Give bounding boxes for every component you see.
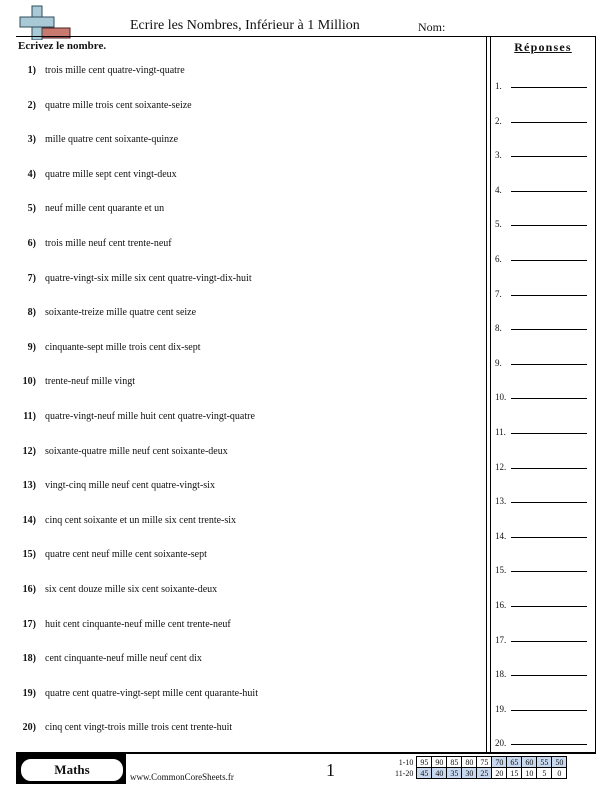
question-number: 3) — [27, 134, 36, 146]
answer-number: 17. — [495, 634, 507, 645]
answer-line — [511, 606, 587, 607]
answer-slot[interactable] — [495, 321, 595, 335]
question-text: quatre mille sept cent vingt-deux — [45, 168, 177, 180]
answer-line — [511, 744, 587, 745]
subject-label: Maths — [20, 758, 124, 782]
question-text: mille quatre cent soixante-quinze — [45, 134, 179, 146]
score-cell: 65 — [507, 757, 522, 768]
score-cell: 5 — [537, 768, 552, 779]
question-number: 15) — [22, 549, 36, 561]
answer-slot[interactable] — [495, 356, 595, 370]
answer-slot[interactable] — [495, 667, 595, 681]
answer-line — [511, 364, 587, 365]
answer-line — [511, 571, 587, 572]
score-cell: 10 — [522, 768, 537, 779]
score-cell: 0 — [552, 768, 567, 779]
score-cell: 30 — [462, 768, 477, 779]
score-cell: 15 — [507, 768, 522, 779]
score-row — [394, 757, 567, 768]
question-text: soixante-treize mille quatre cent seize — [45, 307, 197, 319]
answer-line — [511, 537, 587, 538]
answer-number: 12. — [495, 461, 507, 472]
answer-slot[interactable] — [495, 598, 595, 612]
question-number: 11) — [23, 411, 36, 422]
answer-line — [511, 502, 587, 503]
score-cell: 50 — [552, 757, 567, 768]
question-number: 2) — [27, 99, 36, 111]
score-table — [394, 756, 567, 779]
answer-number: 13. — [495, 496, 507, 507]
question-number: 9) — [27, 341, 36, 353]
answer-number: 6. — [495, 254, 502, 264]
answer-line — [511, 122, 587, 123]
answer-line — [511, 329, 587, 330]
answer-number: 18. — [495, 669, 507, 680]
score-row-label: 11-20 — [395, 768, 414, 778]
answer-slot[interactable] — [495, 425, 595, 439]
answer-slot[interactable] — [495, 563, 595, 577]
answer-slot[interactable] — [495, 79, 595, 93]
answer-line — [511, 260, 587, 261]
instructions: Ecrivez le nombre. — [18, 40, 107, 52]
question-text: soixante-quatre mille neuf cent soixante-deux — [45, 445, 228, 457]
question-text: neuf mille cent quarante et un — [45, 203, 165, 215]
score-cell: 70 — [492, 757, 507, 768]
answer-line — [511, 191, 587, 192]
question-text: cent cinquante-neuf mille neuf cent dix — [45, 653, 202, 665]
question-text: six cent douze mille six cent soixante-deux — [45, 584, 218, 595]
question-number: 13) — [22, 480, 36, 492]
question-text: quatre-vingt-six mille six cent quatre-vingt-dix-huit — [45, 272, 252, 284]
question-text: quatre mille trois cent soixante-seize — [45, 99, 192, 111]
website-link[interactable]: www.CommonCoreSheets.fr — [130, 772, 234, 782]
question-number: 19) — [22, 687, 36, 699]
answer-number: 14. — [495, 530, 507, 541]
question-text: huit cent cinquante-neuf mille cent trente-neuf — [45, 618, 231, 630]
score-cell: 35 — [447, 768, 462, 779]
score-cell: 25 — [477, 768, 492, 779]
answer-line — [511, 87, 587, 88]
answer-number: 16. — [495, 600, 507, 610]
answer-line — [511, 295, 587, 296]
page-title: Ecrire les Nombres, Inférieur à 1 Million — [130, 18, 360, 33]
answer-line — [511, 225, 587, 226]
name-label: Nom: — [418, 20, 446, 34]
question-number: 12) — [22, 445, 36, 457]
answer-slot[interactable] — [495, 183, 595, 197]
answer-slot[interactable] — [495, 148, 595, 162]
answer-number: 5. — [495, 219, 502, 230]
answer-number: 7. — [495, 288, 502, 299]
answer-number: 20. — [495, 738, 507, 749]
answer-slot[interactable] — [495, 287, 595, 301]
score-cell: 80 — [462, 757, 477, 768]
score-row — [394, 768, 567, 779]
question-number: 6) — [27, 238, 36, 249]
answer-number: 3. — [495, 150, 502, 161]
question-text: trente-neuf mille vingt — [45, 376, 135, 388]
score-cell: 55 — [537, 757, 552, 768]
plus-minus-logo-icon — [16, 4, 72, 40]
answer-slot[interactable] — [495, 736, 595, 750]
question-text: quatre-vingt-neuf mille huit cent quatre-vingt-quatre — [45, 411, 255, 422]
score-cell: 40 — [432, 768, 447, 779]
answer-number: 2. — [495, 115, 502, 126]
score-cell: 20 — [492, 768, 507, 779]
answer-number: 9. — [495, 357, 502, 368]
header-rule — [16, 36, 596, 37]
answer-number: 11. — [495, 427, 506, 437]
question-number: 5) — [27, 203, 36, 215]
page-number: 1 — [326, 760, 335, 780]
answer-line — [511, 641, 587, 642]
column-divider — [486, 36, 487, 752]
answer-slot[interactable] — [495, 390, 595, 404]
answer-line — [511, 675, 587, 676]
answer-number: 8. — [495, 323, 502, 334]
question-text: vingt-cinq mille neuf cent quatre-vingt-six — [45, 480, 215, 492]
answer-slot[interactable] — [495, 252, 595, 266]
answer-line — [511, 156, 587, 157]
question-text: cinq cent vingt-trois mille trois cent trente-huit — [45, 722, 233, 734]
score-cell: 75 — [477, 757, 492, 768]
answer-slot[interactable] — [495, 114, 595, 128]
question-number: 14) — [22, 514, 36, 526]
question-number: 1) — [27, 65, 36, 76]
question-number: 10) — [22, 376, 36, 388]
answer-line — [511, 433, 587, 434]
score-cell: 85 — [447, 757, 462, 768]
score-cell: 95 — [417, 757, 432, 768]
question-text: trois mille cent quatre-vingt-quatre — [45, 65, 185, 76]
column-divider — [490, 36, 491, 752]
answer-slot[interactable] — [495, 702, 595, 716]
question-text: quatre cent quatre-vingt-sept mille cent quarante-huit — [45, 687, 258, 699]
answer-number: 4. — [495, 184, 502, 195]
question-text: trois mille neuf cent trente-neuf — [45, 238, 172, 249]
answers-title: Réponses — [514, 40, 572, 54]
question-number: 7) — [27, 272, 36, 284]
answer-line — [511, 398, 587, 399]
answer-line — [511, 468, 587, 469]
question-text: cinquante-sept mille trois cent dix-sept — [45, 341, 201, 353]
answer-line — [511, 710, 587, 711]
score-row-label: 1-10 — [398, 757, 414, 767]
question-number: 18) — [22, 653, 36, 665]
score-cell: 60 — [522, 757, 537, 768]
score-cell: 45 — [417, 768, 432, 779]
score-cell: 90 — [432, 757, 447, 768]
question-number: 20) — [22, 722, 36, 734]
answer-number: 15. — [495, 565, 507, 576]
answer-number: 10. — [495, 392, 507, 403]
answer-slot[interactable] — [495, 217, 595, 231]
question-number: 8) — [27, 307, 36, 319]
question-number: 16) — [22, 584, 36, 595]
answer-slot[interactable] — [495, 494, 595, 508]
question-number: 4) — [27, 168, 36, 180]
answer-number: 19. — [495, 703, 507, 714]
answer-slot[interactable] — [495, 460, 595, 474]
question-text: quatre cent neuf mille cent soixante-sept — [45, 549, 207, 561]
answer-slot[interactable] — [495, 529, 595, 543]
answer-number: 1. — [495, 81, 502, 91]
answer-slot[interactable] — [495, 633, 595, 647]
right-border — [595, 36, 596, 752]
question-number: 17) — [22, 618, 36, 630]
question-text: cinq cent soixante et un mille six cent trente-six — [45, 514, 237, 526]
